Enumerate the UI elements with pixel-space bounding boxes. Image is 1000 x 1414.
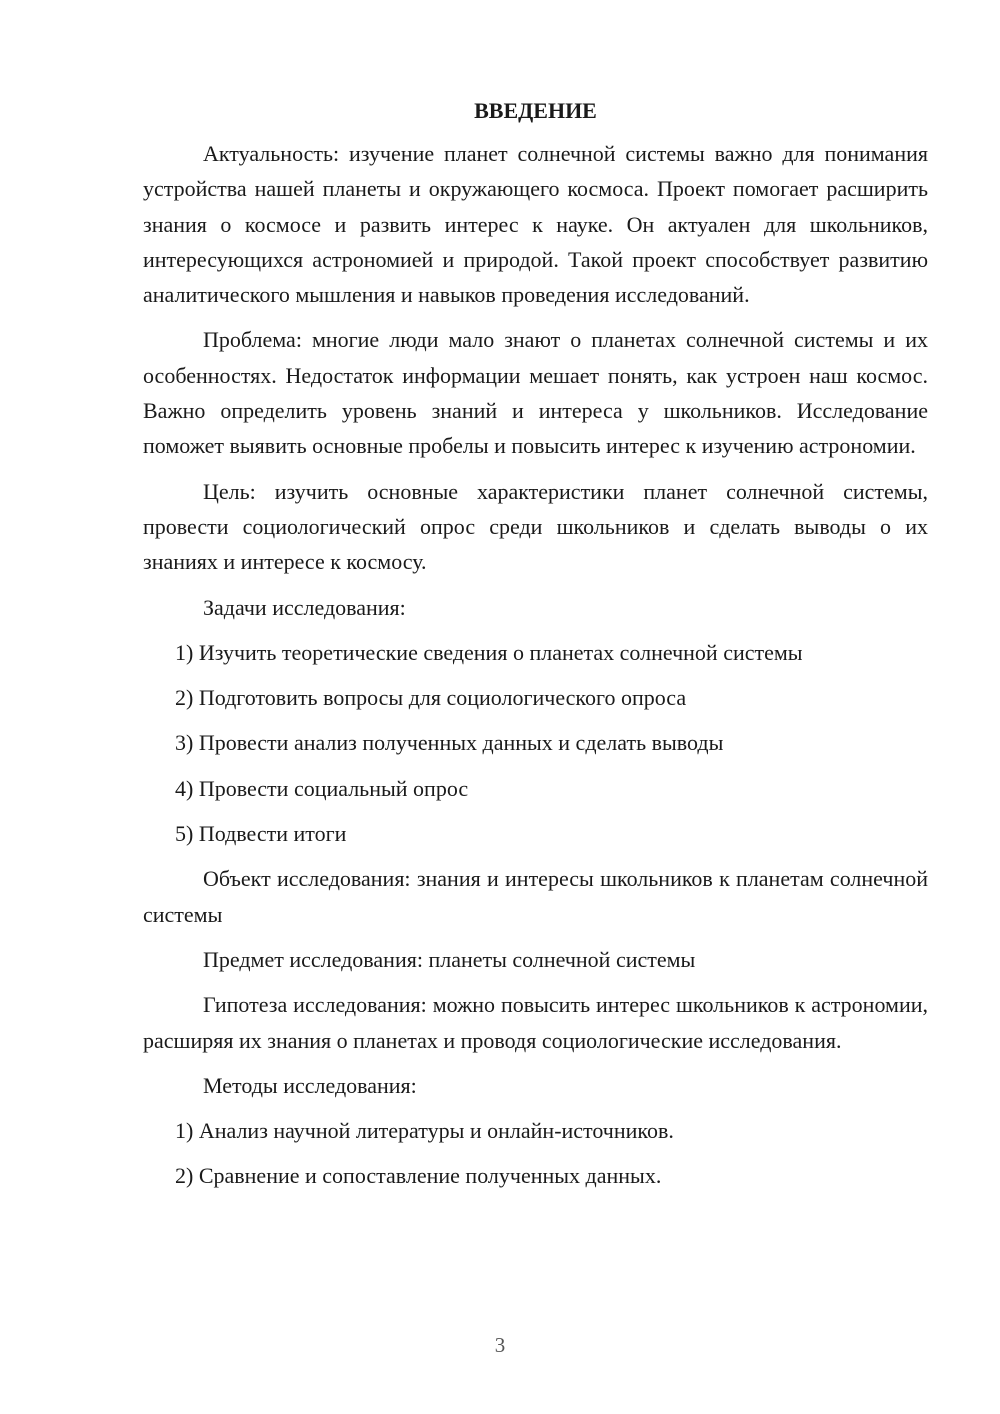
object-paragraph: Объект исследования: знания и интересы школьников к планетам солнечной системы	[143, 866, 928, 927]
method-item-2: 2) Сравнение и сопоставление полученных данных.	[175, 1163, 662, 1189]
tasks-heading: Задачи исследования:	[203, 594, 406, 620]
subject-paragraph: Предмет исследования: планеты солнечной системы	[203, 946, 696, 972]
page-title: ВВЕДЕНИЕ	[474, 98, 597, 123]
problem-paragraph: Проблема: многие люди мало знают о планетах солнечной системы и их особенностях. Недостаток информации мешает понять, как устроен наш космос. Важно определить уровень знаний и интереса у школьников. Исследование поможет выявить основные пробелы и повысить интерес к изучению астрономии.	[143, 327, 928, 459]
task-item-4: 4) Провести социальный опрос	[175, 775, 469, 801]
page-number: 3	[494, 1333, 506, 1357]
methods-heading: Методы исследования:	[203, 1072, 417, 1098]
goal-paragraph: Цель: изучить основные характеристики планет солнечной системы, провести социологический опрос среди школьников и сделать выводы о их знаниях и интересе к космосу.	[143, 478, 928, 575]
document-page	[143, 96, 928, 1204]
relevance-paragraph: Актуальность: изучение планет солнечной системы важно для понимания устройства нашей планеты и окружающего космоса. Проект помогает расширить знания о космосе и развить интерес к науке. Он актуален для школьников, интересующихся астрономией и природой. Такой проект способствует развитию аналитического мышления и навыков проведения исследований.	[143, 141, 928, 308]
task-item-3: 3) Провести анализ полученных данных и сделать выводы	[175, 730, 724, 756]
task-item-5: 5) Подвести итоги	[175, 821, 347, 847]
hypothesis-paragraph: Гипотеза исследования: можно повысить интерес школьников к астрономии, расширяя их знания о планетах и проводя социологические исследования.	[143, 992, 928, 1053]
method-item-1: 1) Анализ научной литературы и онлайн-источников.	[175, 1118, 674, 1144]
task-item-1: 1) Изучить теоретические сведения о планетах солнечной системы	[175, 639, 803, 665]
task-item-2: 2) Подготовить вопросы для социологического опроса	[175, 685, 687, 711]
